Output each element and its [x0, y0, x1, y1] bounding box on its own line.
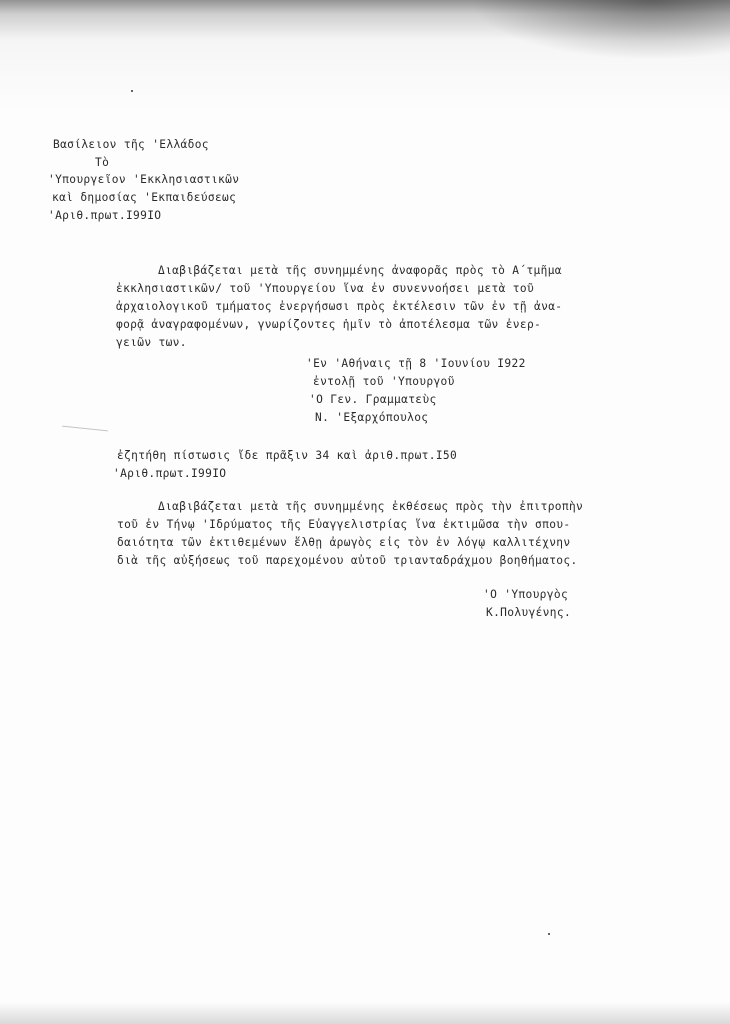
- credit-request-note: ἐζητήθη πίστωσις ἴδε πρᾶξιν 34 καὶ ἀριθ.πρωτ.I50: [117, 449, 458, 462]
- paragraph-line: Διαβιβάζεται μετὰ τῆς συνημμένης ἀναφορᾶς πρὸς τὸ Α΄τμῆμα: [158, 264, 562, 277]
- signature-title-minister: 'Ο 'Υπουργὸς: [483, 588, 569, 601]
- paragraph-line: φορᾷ ἀναγραφομένων, γνωρίζοντες ἡμῖν τὸ ἀποτέλεσμα τῶν ἐνερ-: [116, 318, 542, 331]
- protocol-number-second: 'Αριθ.πρωτ.I99IO: [113, 467, 227, 480]
- paragraph-line: ἀρχαιολογικοῦ τμήματος ἐνεργήσωσι πρὸς ἐκτέλεσιν τῶν ἐν τῇ ἀνα-: [116, 300, 563, 313]
- letterhead-kingdom: Βασίλειον τῆς 'Ελλάδος: [53, 138, 209, 151]
- place-date-line: 'Εν 'Αθήναις τῇ 8 'Ιουνίου I922: [306, 357, 526, 370]
- paragraph-line: γειῶν των.: [116, 336, 187, 349]
- ink-speck: [131, 90, 133, 92]
- paragraph-line: ἐκκλησιαστικῶν/ τοῦ 'Υπουργείου ἵνα ἐν συνεννοήσει μετὰ τοῦ: [116, 282, 535, 295]
- letterhead-article: Τὸ: [95, 156, 110, 169]
- protocol-number: 'Αριθ.πρωτ.I99IO: [48, 209, 162, 222]
- scratch-mark: [62, 426, 108, 432]
- letterhead-ministry-education: καὶ δημοσίας 'Εκπαιδεύσεως: [52, 191, 237, 204]
- signature-name: Ν. 'Εξαρχόπουλος: [315, 411, 429, 424]
- paragraph-line: τοῦ ἐν Τήνῳ 'Ιδρύματος τῆς Εὐαγγελιστρίας ἵνα ἐκτιμῶσα τὴν σπου-: [117, 518, 571, 531]
- signature-mandate: ἐντολῇ τοῦ 'Υπουργοῦ: [313, 375, 455, 388]
- paragraph-line: διὰ τῆς αὐξήσεως τοῦ παρεχομένου αὐτοῦ τριανταδράχμου βοηθήματος.: [117, 554, 578, 567]
- signature-name-minister: Κ.Πολυγένης.: [486, 606, 572, 619]
- scan-shadow-corner: [470, 0, 730, 60]
- ink-speck: [548, 933, 550, 935]
- paragraph-line: Διαβιβάζεται μετὰ τῆς συνημμένης ἐκθέσεως πρὸς τὴν ἐπιτροπὴν: [158, 500, 584, 513]
- scan-shadow-bottom: [0, 1002, 730, 1024]
- paragraph-line: δαιότητα τῶν ἐκτιθεμένων ἔλθῃ ἀρωγὸς εἰς τὸν ἐν λόγῳ καλλιτέχνην: [117, 536, 571, 549]
- signature-title: 'Ο Γεν. Γραμματεὺς: [309, 393, 437, 406]
- letterhead-ministry: 'Υπουργεῖον 'Εκκλησιαστικῶν: [48, 173, 240, 186]
